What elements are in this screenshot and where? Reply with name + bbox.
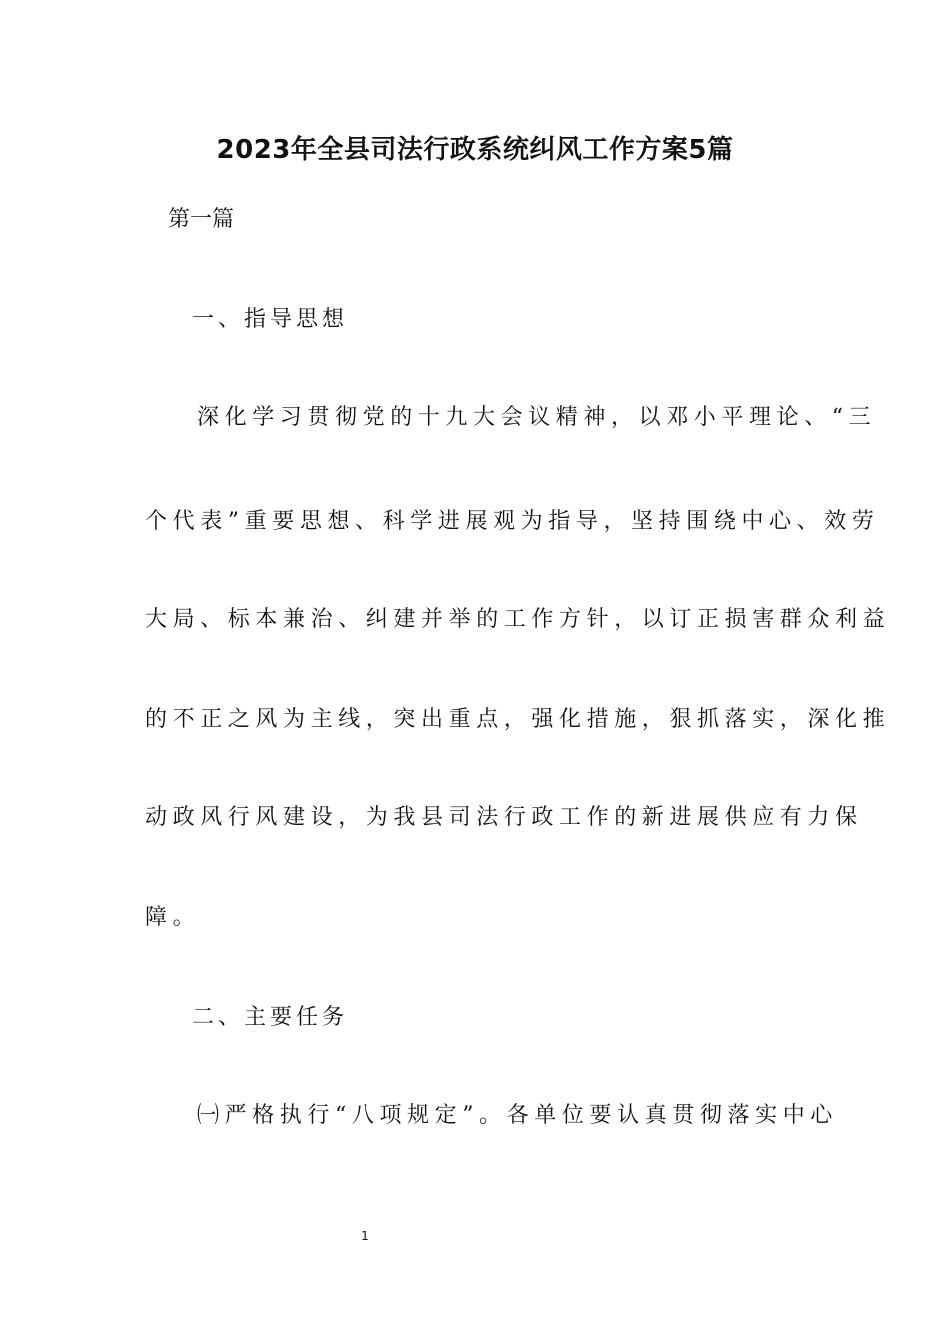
page-number: 1	[361, 1229, 369, 1243]
section-label: 第一篇	[168, 207, 235, 232]
document-title: 2023年全县司法行政系统纠风工作方案5篇	[216, 135, 734, 165]
heading-guiding-thought: 一、指导思想	[192, 307, 349, 332]
task-item: ㈠严格执行“八项规定”。各单位要认真贯彻落实中心	[197, 1103, 838, 1128]
paragraph-line: 大局、标本兼治、纠建并举的工作方针，以订正损害群众利益	[145, 607, 891, 632]
paragraph-line: 动政风行风建设，为我县司法行政工作的新进展供应有力保	[145, 805, 863, 830]
paragraph-line: 的不正之风为主线，突出重点，强化措施，狠抓落实，深化推	[145, 707, 891, 732]
paragraph-line: 深化学习贯彻党的十九大会议精神，以邓小平理论、“三	[197, 405, 877, 430]
paragraph-line: 障。	[145, 905, 201, 930]
paragraph-line: 个代表”重要思想、科学进展观为指导，坚持围绕中心、效劳	[145, 509, 880, 534]
heading-main-tasks: 二、主要任务	[192, 1005, 349, 1030]
